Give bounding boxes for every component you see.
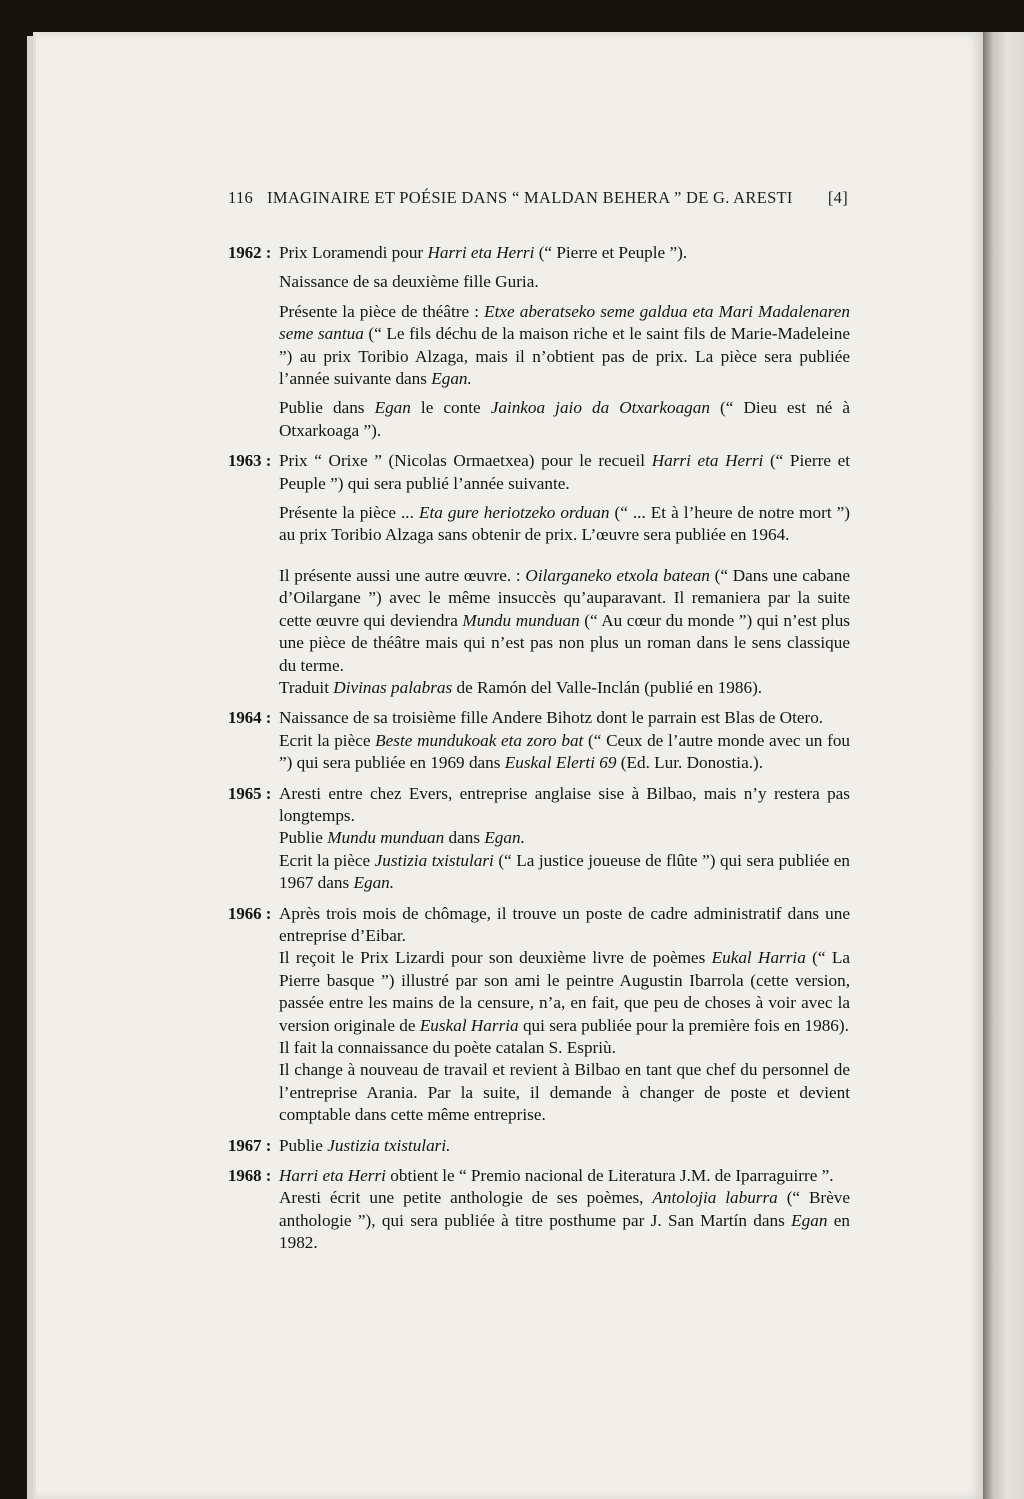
entry-1965 [228,783,850,895]
facing-page-edge [983,32,1024,1499]
entry-year: 1966 : [228,903,272,923]
paragraph: Il fait la connaissance du poète catalan S. Espriù. [279,1038,616,1057]
paragraph: Aresti entre chez Evers, entreprise anglaise sise à Bilbao, mais n’y restera pas longtemps. [279,783,850,825]
entry-year: 1965 : [228,783,272,803]
entry-year: 1964 : [228,708,272,728]
entry-body [279,242,850,442]
chronology [228,242,850,1263]
paragraph: Harri eta Herri obtient le “ Premio nacional de Literatura J.M. de Iparraguirre ”. [279,1166,834,1186]
running-header [228,188,848,208]
entry-body [279,707,850,774]
entry-body [279,903,850,1127]
entry-1964 [228,707,850,774]
paragraph: Il présente aussi une autre œuvre. : Oilarganeko etxola batean (“ Dans une cabane d’Oilargane ”) avec le même insuccès qu’auparavant. Il remaniera par la suite cette œuvre qui deviendra Mundu munduan (“ Au cœur du monde ”) qui n’est plus une pièce de théâtre mais qui n’est pas non plus un roman dans le sens classique du terme. [279,565,850,675]
running-title: IMAGINAIRE ET POÉSIE DANS “ MALDAN BEHERA ” DE G. ARESTI [267,188,793,207]
section-ref: [4] [827,188,848,207]
paragraph: Aresti écrit une petite anthologie de ses poèmes, Antolojia laburra (“ Brève anthologie ”), qui sera publiée à titre posthume par J. San Martín dans Egan en 1982. [279,1188,850,1253]
entry-1968 [228,1165,850,1255]
paragraph: Traduit Divinas palabras de Ramón del Valle-Inclán (publié en 1986). [279,677,763,697]
paragraph: Il change à nouveau de travail et revient à Bilbao en tant que chef du personnel de l’entreprise Arania. Par la suite, il demande à changer de poste et devient comptable dans cette même entreprise. [279,1060,850,1125]
paragraph: Après trois mois de chômage, il trouve un poste de cadre administratif dans une entreprise d’Eibar. [279,903,850,945]
paragraph: Il reçoit le Prix Lizardi pour son deuxième livre de poèmes Eukal Harria (“ La Pierre basque ”) illustré par son ami le peintre Augustin Ibarrola (cette version, passée entre les mains de la censure, n’a, en fait, que peu de choses à voir avec la version originale de Euskal Harria qui sera publiée pour la première fois en 1986). [279,948,850,1035]
paragraph: Présente la pièce ... Eta gure heriotzeko orduan (“ ... Et à l’heure de notre mort ”) au prix Toribio Alzaga sans obtenir de prix. L’œuvre sera publiée en 1964. [279,503,850,545]
entry-body [279,450,850,699]
paragraph: Publie Justizia txistulari. [279,1135,451,1155]
paragraph: Ecrit la pièce Beste mundukoak eta zoro bat (“ Ceux de l’autre monde avec un fou ”) qui sera publiée en 1969 dans Euskal Elerti 69 (Ed. Lur. Donostia.). [279,730,851,773]
entry-body [279,1135,850,1157]
page-number: 116 [228,188,254,207]
paragraph: Prix Loramendi pour Harri eta Herri (“ Pierre et Peuple ”). [279,243,688,262]
entry-year: 1962 : [228,243,272,262]
entry-1962 [228,242,850,442]
paragraph: Publie Mundu munduan dans Egan. [279,828,525,848]
paragraph: Présente la pièce de théâtre : Etxe aberatseko seme galdua eta Mari Madalenaren seme santua (“ Le fils déchu de la maison riche et le saint fils de Marie-Madeleine ”) au prix Toribio Alzaga, mais il n’obtient pas de prix. La pièce sera publiée l’année suivante dans Egan. [279,301,850,389]
entry-year: 1968 : [228,1166,272,1186]
entry-year: 1967 : [228,1135,272,1155]
entry-1967 [228,1135,850,1157]
entry-1963 [228,450,850,699]
paragraph: Publie dans Egan le conte Jainkoa jaio da Otxarkoagan (“ Dieu est né à Otxarkoaga ”). [279,398,851,440]
paragraph: Naissance de sa deuxième fille Guria. [279,272,539,292]
paragraph: Naissance de sa troisième fille Andere Bihotz dont le parrain est Blas de Otero. [279,708,824,728]
entry-body [279,783,850,895]
paragraph: Prix “ Orixe ” (Nicolas Ormaetxea) pour le recueil Harri eta Herri (“ Pierre et Peuple ”) qui sera publié l’année suivante. [279,451,850,493]
entry-year: 1963 : [228,451,272,471]
paragraph: Ecrit la pièce Justizia txistulari (“ La justice joueuse de flûte ”) qui sera publiée en 1967 dans Egan. [279,850,850,893]
entry-1966 [228,903,850,1127]
entry-body [279,1165,850,1255]
